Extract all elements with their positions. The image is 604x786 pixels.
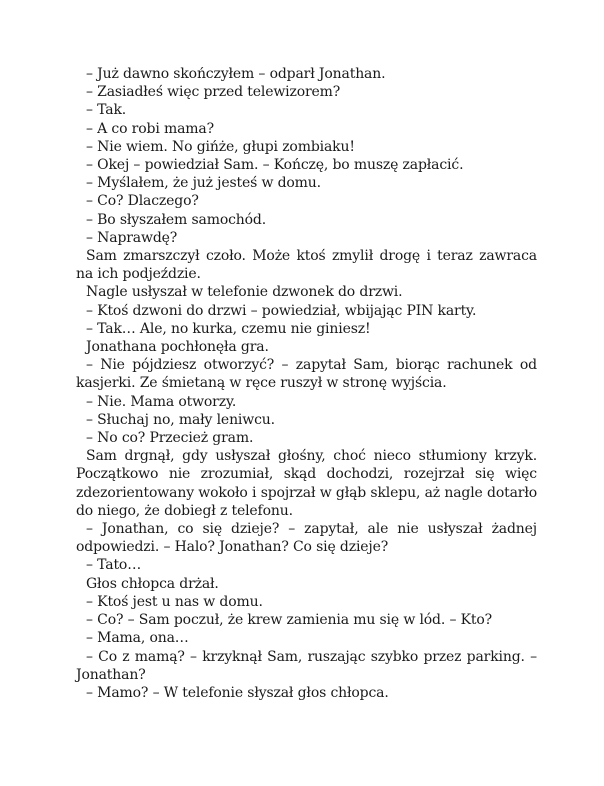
paragraph: – Ktoś jest u nas w domu. — [86, 593, 263, 610]
paragraph: Sam zmarszczył czoło. Może ktoś zmylił drogę i teraz zawraca na ich podjeździe. — [76, 248, 537, 283]
paragraph: – Myślałem, że już jesteś w domu. — [86, 175, 321, 192]
paragraph: – Mama, ona… — [86, 630, 189, 647]
paragraph: – Mamo? – W telefonie słyszał głos chłopca. — [86, 684, 389, 701]
paragraph: – Bo słyszałem samochód. — [86, 211, 267, 228]
paragraph: – Nie pójdziesz otworzyć? – zapytał Sam, biorąc rachunek od kasjerki. Ze śmietaną w ręce ruszył w stronę wyjścia. — [76, 357, 537, 392]
paragraph: – Okej – powiedział Sam. – Kończę, bo muszę zapłacić. — [86, 157, 464, 174]
paragraph: – Nie. Mama otworzy. — [86, 393, 237, 410]
paragraph: – Co? – Sam poczuł, że krew zamienia mu się w lód. – Kto? — [86, 612, 493, 629]
paragraph: Głos chłopca drżał. — [86, 575, 219, 592]
paragraph: – Tato… — [86, 557, 142, 574]
paragraph: Nagle usłyszał w telefonie dzwonek do drzwi. — [86, 284, 403, 301]
paragraph: – Tak… Ale, no kurka, czemu nie giniesz! — [86, 320, 371, 337]
paragraph: – A co robi mama? — [86, 120, 214, 137]
paragraph: – Już dawno skończyłem – odparł Jonathan. — [86, 66, 386, 82]
paragraph: – Ktoś dzwoni do drzwi – powiedział, wbijając PIN karty. — [86, 302, 477, 319]
paragraph: – Nie wiem. No gińże, głupi zombiaku! — [86, 138, 355, 155]
paragraph: – Naprawdę? — [86, 229, 178, 246]
paragraph: – Jonathan, co się dzieje? – zapytał, ale nie usłyszał żadnej odpowiedzi. – Halo? Jonathan? Co się dzieje? — [76, 521, 537, 556]
paragraph: – Tak. — [86, 102, 127, 119]
paragraph: – Słuchaj no, mały leniwcu. — [86, 411, 275, 428]
paragraph: – Co z mamą? – krzyknął Sam, ruszając szybko przez parking. – Jonathan? — [76, 648, 537, 683]
paragraph: Jonathana pochłonęła gra. — [86, 339, 269, 356]
paragraph: Sam drgnął, gdy usłyszał głośny, choć nieco stłumiony krzyk. Początkowo nie zrozumiał, skąd dochodzi, rozejrzał się więc zdezorientowany wokoło i spojrzał w głąb sklepu, aż nagle dotarło do niego, że dobiegł z telefonu. — [76, 448, 537, 519]
paragraph: – No co? Przecież gram. — [86, 430, 254, 447]
page-body-text — [76, 65, 537, 702]
paragraph: – Zasiadłeś więc przed telewizorem? — [86, 84, 341, 101]
paragraph: – Co? Dlaczego? — [86, 193, 199, 210]
